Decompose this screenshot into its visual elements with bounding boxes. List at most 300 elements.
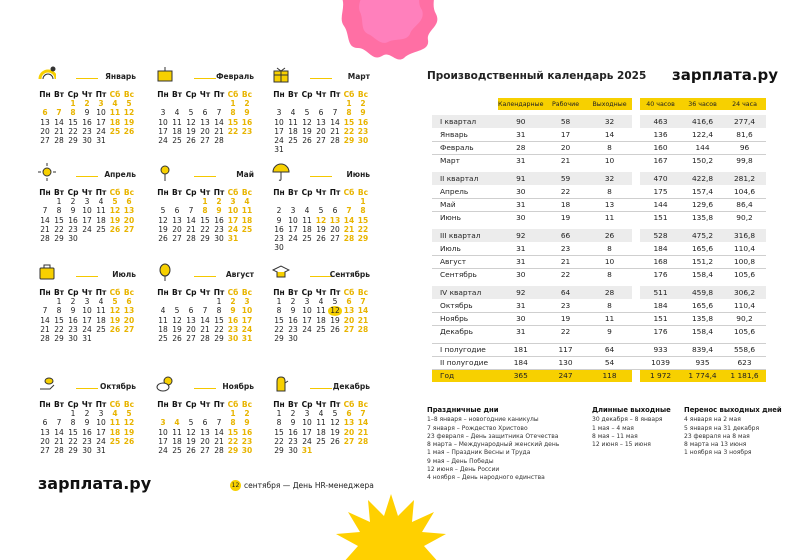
row-value: 105,6 — [724, 268, 766, 281]
day-cell: 18 — [109, 427, 121, 437]
day-cell: 8 — [56, 306, 62, 316]
month-days-grid — [272, 188, 370, 252]
day-cell: 18 — [96, 315, 106, 325]
month-header — [272, 70, 370, 86]
row-value: 277,4 — [724, 115, 766, 128]
day-cell: 23 — [82, 126, 92, 136]
day-cell: 23 — [82, 436, 92, 446]
day-cell — [300, 243, 314, 252]
row-label: II полугодие — [432, 356, 498, 369]
weekday-label: Ср — [67, 90, 79, 99]
day-cell: 1 — [56, 297, 62, 307]
column-gap — [632, 255, 640, 268]
day-cell: 14 — [54, 117, 64, 127]
legend-item: 8 марта на 13 июня — [684, 441, 747, 449]
row-label: Март — [432, 154, 498, 167]
row-label: Ноябрь — [432, 312, 498, 325]
day-cell: 4 — [244, 197, 250, 207]
day-cell: 13 — [40, 427, 50, 437]
row-value: 90 — [498, 115, 544, 128]
weekday-label: Вт — [171, 288, 183, 297]
day-cell — [314, 243, 328, 252]
day-cell: 30 — [68, 233, 78, 243]
day-cell: 17 — [158, 126, 168, 136]
day-cell: 15 — [54, 315, 64, 325]
legend-item: 1 ноября на 3 ноября — [684, 449, 752, 457]
day-cell: 17 — [227, 215, 239, 225]
day-cell — [52, 99, 66, 108]
row-value: 32 — [588, 172, 632, 185]
weekday-label: Сб — [343, 90, 355, 99]
day-cell: 16 — [241, 117, 253, 127]
day-cell: 5 — [188, 108, 194, 118]
column-gap — [632, 154, 640, 167]
day-cell: 26 — [123, 126, 135, 136]
day-cell: 12 — [330, 418, 340, 428]
day-cell: 25 — [109, 436, 121, 446]
table-row — [432, 154, 766, 167]
day-cell: 22 — [68, 126, 78, 136]
day-cell: 4 — [318, 297, 324, 307]
day-cell: 26 — [123, 436, 135, 446]
month-name: Май — [236, 170, 254, 179]
month-name: Июль — [112, 270, 136, 279]
day-cell: 10 — [227, 206, 239, 216]
day-cell: 18 — [172, 436, 182, 446]
weekday-label: Пн — [157, 400, 169, 409]
day-cell: 25 — [316, 436, 326, 446]
day-cell: 12 — [328, 306, 342, 315]
weekday-label: Чт — [315, 288, 327, 297]
day-cell — [184, 297, 198, 306]
day-cell: 10 — [288, 215, 298, 225]
weekday-label: Чт — [81, 288, 93, 297]
day-cell: 11 — [172, 427, 182, 437]
table-row — [432, 115, 766, 128]
day-cell: 16 — [68, 215, 78, 225]
day-cell: 17 — [82, 215, 92, 225]
day-cell: 22 — [343, 126, 355, 136]
legend-item: 12 июня – День России — [427, 466, 500, 474]
day-cell: 25 — [172, 445, 182, 455]
header-40-hours: 40 часов — [640, 98, 682, 110]
column-gap — [632, 325, 640, 338]
day-cell: 8 — [230, 418, 236, 428]
day-cell: 16 — [68, 315, 78, 325]
weekday-label: Чт — [199, 90, 211, 99]
day-cell: 12 — [123, 108, 135, 118]
month-block — [272, 380, 370, 455]
weekday-label: Пн — [39, 288, 51, 297]
weekday-label: Чт — [315, 90, 327, 99]
header-work-days: Рабочие — [544, 98, 588, 110]
column-gap — [632, 128, 640, 141]
day-cell — [170, 409, 184, 418]
row-label: III квартал — [432, 229, 498, 242]
day-cell — [328, 243, 342, 252]
day-cell: 1 — [70, 99, 76, 109]
day-cell: 30 — [288, 445, 298, 455]
day-cell: 1 — [70, 409, 76, 419]
day-cell: 18 — [316, 315, 326, 325]
day-cell: 7 — [216, 108, 222, 118]
day-cell: 24 — [158, 135, 168, 145]
long-weekends-legend — [592, 406, 671, 449]
row-value: 23 — [560, 300, 571, 310]
day-cell: 28 — [357, 436, 369, 446]
weekday-label: Вт — [171, 188, 183, 197]
month-header-line — [310, 276, 332, 277]
day-cell: 20 — [316, 126, 326, 136]
day-cell: 2 — [70, 297, 76, 307]
day-cell: 8 — [216, 306, 222, 316]
row-value: 470 — [640, 172, 682, 185]
day-cell: 5 — [174, 306, 180, 316]
day-cell — [286, 243, 300, 252]
day-cell: 27 — [200, 445, 210, 455]
day-cell: 21 — [357, 427, 369, 437]
day-cell: 18 — [172, 126, 182, 136]
row-value: 151,2 — [682, 255, 724, 268]
row-value: 22 — [544, 268, 588, 281]
row-value: 8 — [588, 268, 632, 281]
row-value: 117 — [544, 343, 588, 356]
day-cell — [94, 334, 108, 343]
day-cell: 20 — [186, 324, 196, 334]
day-cell: 17 — [274, 126, 284, 136]
day-cell: 25 — [109, 126, 121, 136]
weekday-label: Вт — [287, 288, 299, 297]
day-cell: 9 — [70, 206, 76, 216]
row-label: Декабрь — [432, 325, 498, 338]
row-value: 31 — [516, 129, 526, 139]
month-name: Октябрь — [100, 382, 136, 391]
day-cell: 24 — [82, 224, 92, 234]
day-cell: 15 — [227, 427, 239, 437]
day-cell — [122, 334, 136, 343]
day-cell: 22 — [227, 436, 239, 446]
weekday-label: Вт — [171, 400, 183, 409]
day-cell: 8 — [56, 206, 62, 216]
day-cell — [286, 145, 300, 154]
legend-item: 1 мая – 4 мая — [592, 424, 634, 432]
day-cell: 25 — [316, 324, 326, 334]
day-cell: 10 — [158, 427, 168, 437]
month-name: Ноябрь — [222, 382, 254, 391]
row-value: 18 — [544, 198, 588, 211]
weekday-label: Сб — [109, 400, 121, 409]
weekday-label: Вс — [123, 188, 135, 197]
legend-item: 7 января – Рождество Христово — [427, 424, 528, 432]
day-cell: 3 — [276, 108, 282, 118]
day-cell: 28 — [186, 233, 196, 243]
day-cell: 24 — [227, 224, 239, 234]
row-value: 160 — [640, 141, 682, 154]
day-cell: 6 — [346, 297, 352, 307]
day-cell: 22 — [274, 436, 284, 446]
day-cell: 11 — [158, 315, 168, 325]
weekday-label: Вс — [357, 288, 369, 297]
day-cell: 4 — [112, 99, 118, 109]
day-cell: 8 — [276, 418, 282, 428]
day-cell: 4 — [304, 206, 310, 216]
row-value: 511 — [640, 286, 682, 299]
month-block — [272, 168, 370, 253]
day-cell — [156, 409, 170, 418]
day-cell: 29 — [54, 233, 64, 243]
row-value: 184 — [653, 300, 668, 310]
day-cell: 23 — [288, 436, 298, 446]
column-gap — [632, 141, 640, 154]
table-row — [432, 369, 766, 382]
row-value: 118 — [588, 369, 632, 382]
day-cell: 12 — [172, 315, 182, 325]
day-cell: 2 — [244, 409, 250, 419]
weekday-label: Чт — [315, 188, 327, 197]
day-cell: 13 — [200, 117, 210, 127]
day-cell: 15 — [357, 215, 369, 225]
day-cell: 3 — [84, 297, 90, 307]
day-cell: 12 — [186, 427, 196, 437]
row-value: 105,6 — [724, 325, 766, 338]
weekday-label: Ср — [185, 188, 197, 197]
day-cell: 29 — [227, 445, 239, 455]
day-cell: 1 — [276, 297, 282, 307]
day-cell: 23 — [288, 324, 298, 334]
weekday-label: Пт — [95, 288, 107, 297]
day-cell: 27 — [172, 233, 182, 243]
day-cell: 30 — [82, 445, 92, 455]
day-cell — [156, 197, 170, 206]
day-cell: 2 — [70, 197, 76, 207]
month-header — [38, 70, 136, 86]
weekday-label: Чт — [199, 288, 211, 297]
row-value: 151 — [640, 312, 682, 325]
table-row — [432, 268, 766, 281]
day-cell: 27 — [40, 135, 50, 145]
day-cell: 21 — [40, 324, 50, 334]
day-cell — [170, 197, 184, 206]
day-cell: 17 — [241, 315, 253, 325]
day-cell: 15 — [68, 117, 78, 127]
day-cell: 21 — [330, 126, 340, 136]
day-cell: 25 — [172, 135, 182, 145]
brand-logo-right: зарплата.ру — [672, 66, 779, 84]
row-label: I квартал — [432, 115, 498, 128]
day-cell: 5 — [112, 197, 118, 207]
row-value: 306,2 — [724, 286, 766, 299]
day-cell: 25 — [241, 224, 253, 234]
day-cell: 26 — [172, 333, 182, 343]
weekday-label: Пт — [95, 400, 107, 409]
weekday-label: Вт — [53, 288, 65, 297]
day-cell: 9 — [290, 306, 296, 316]
row-value: 130 — [544, 356, 588, 369]
day-cell: 15 — [68, 427, 78, 437]
day-cell: 23 — [214, 224, 224, 234]
month-days-grid — [38, 188, 136, 243]
day-cell — [184, 99, 198, 108]
day-cell: 9 — [230, 306, 236, 316]
row-value: 8 — [607, 300, 612, 310]
row-value: 11 — [588, 312, 632, 325]
day-cell: 6 — [174, 206, 180, 216]
day-cell: 24 — [241, 324, 253, 334]
row-value: 13 — [588, 198, 632, 211]
day-cell: 26 — [109, 324, 121, 334]
row-value: 31 — [516, 243, 526, 253]
row-value: 122,4 — [691, 129, 714, 139]
legend-item: 23 февраля – День защитника Отечества — [427, 432, 559, 440]
day-cell: 8 — [230, 108, 236, 118]
day-cell: 1 — [276, 409, 282, 419]
row-label: Февраль — [432, 141, 498, 154]
row-value: 8 — [607, 186, 612, 196]
row-value: 158,4 — [682, 325, 724, 338]
month-header-line — [76, 176, 98, 177]
day-cell: 11 — [302, 215, 312, 225]
weekday-label: Пн — [39, 400, 51, 409]
month-days-grid — [156, 90, 254, 145]
day-cell: 21 — [214, 126, 224, 136]
day-cell — [272, 99, 286, 108]
row-value: 90,2 — [724, 211, 766, 224]
day-cell — [314, 334, 328, 343]
row-value: 935 — [682, 356, 724, 369]
row-value: 104,6 — [733, 186, 756, 196]
day-cell: 9 — [70, 306, 76, 316]
day-cell: 20 — [40, 436, 50, 446]
day-cell: 19 — [186, 436, 196, 446]
weekday-label: Вс — [241, 90, 253, 99]
day-cell: 7 — [56, 108, 62, 118]
suitcase-icon — [38, 263, 56, 281]
day-cell: 17 — [302, 427, 312, 437]
row-value: 1 181,6 — [724, 369, 766, 382]
row-label: Сентябрь — [432, 268, 498, 281]
day-cell: 26 — [186, 135, 196, 145]
column-gap — [632, 198, 640, 211]
day-cell: 23 — [241, 436, 253, 446]
umbrella-icon — [272, 163, 290, 181]
row-value: 64 — [588, 343, 632, 356]
day-cell — [38, 99, 52, 108]
day-cell: 26 — [302, 135, 312, 145]
day-cell: 9 — [276, 215, 282, 225]
header-36-hours: 36 часов — [682, 98, 724, 110]
day-cell: 2 — [290, 297, 296, 307]
day-cell: 29 — [68, 135, 78, 145]
row-value: 135,8 — [682, 211, 724, 224]
month-name: Август — [225, 270, 254, 279]
day-cell — [198, 409, 212, 418]
hr-day-text: сентября — День HR-менеджера — [244, 481, 374, 490]
month-days-grid — [38, 288, 136, 343]
table-row — [432, 128, 766, 141]
weekday-label: Сб — [343, 400, 355, 409]
day-cell: 27 — [343, 324, 355, 334]
row-value: 8 — [607, 243, 612, 253]
month-block — [156, 268, 254, 343]
production-table — [432, 98, 766, 382]
day-cell: 6 — [332, 206, 338, 216]
day-cell — [198, 297, 212, 306]
day-cell: 1 — [202, 197, 208, 207]
day-cell: 13 — [172, 215, 182, 225]
day-cell: 3 — [160, 108, 166, 118]
day-cell: 23 — [357, 126, 369, 136]
day-cell: 3 — [98, 409, 104, 419]
day-cell: 17 — [302, 315, 312, 325]
weekday-label: Сб — [227, 400, 239, 409]
table-row — [432, 211, 766, 224]
day-cell: 28 — [54, 445, 64, 455]
day-cell: 29 — [68, 445, 78, 455]
row-value: 30 — [498, 312, 544, 325]
row-value: 14 — [604, 129, 615, 139]
day-cell: 9 — [84, 418, 90, 428]
transfers-legend — [684, 406, 782, 458]
gift-icon — [272, 65, 290, 83]
row-label: Июнь — [432, 211, 498, 224]
month-header — [272, 380, 370, 396]
column-gap — [632, 369, 640, 382]
column-gap — [632, 185, 640, 198]
column-gap — [632, 268, 640, 281]
row-value: 92 — [498, 229, 544, 242]
column-gap — [632, 356, 640, 369]
day-cell — [212, 409, 226, 418]
row-value: 66 — [544, 229, 588, 242]
day-cell — [314, 99, 328, 108]
weekday-label: Пт — [329, 90, 341, 99]
month-block — [156, 380, 254, 455]
balloon-icon — [156, 263, 174, 281]
brand-logo-left: зарплата.ру — [38, 474, 152, 493]
month-name: Март — [347, 72, 370, 81]
month-header-line — [194, 276, 216, 277]
day-cell: 28 — [330, 135, 340, 145]
day-cell: 2 — [276, 206, 282, 216]
day-cell: 2 — [84, 409, 90, 419]
month-block — [38, 380, 136, 455]
weekday-label: Чт — [199, 400, 211, 409]
day-cell: 26 — [158, 233, 168, 243]
day-cell: 25 — [96, 324, 106, 334]
column-gap — [632, 343, 640, 356]
day-cell — [300, 197, 314, 206]
transfers-title: Перенос выходных дней — [684, 406, 782, 414]
day-cell: 4 — [174, 418, 180, 428]
day-cell: 12 — [186, 117, 196, 127]
day-cell: 11 — [109, 418, 121, 428]
day-cell — [328, 334, 342, 343]
day-cell: 23 — [274, 233, 284, 243]
day-cell: 6 — [42, 418, 48, 428]
day-cell: 15 — [227, 117, 239, 127]
weekday-label: Вс — [241, 288, 253, 297]
day-cell: 16 — [288, 427, 298, 437]
mitten-icon — [272, 375, 290, 393]
day-cell — [108, 446, 122, 455]
day-cell: 9 — [244, 418, 250, 428]
row-value: 31 — [498, 154, 544, 167]
month-days-grid — [156, 288, 254, 343]
day-cell — [226, 136, 240, 145]
day-cell: 7 — [56, 418, 62, 428]
row-value: 528 — [640, 229, 682, 242]
day-cell: 27 — [316, 135, 326, 145]
